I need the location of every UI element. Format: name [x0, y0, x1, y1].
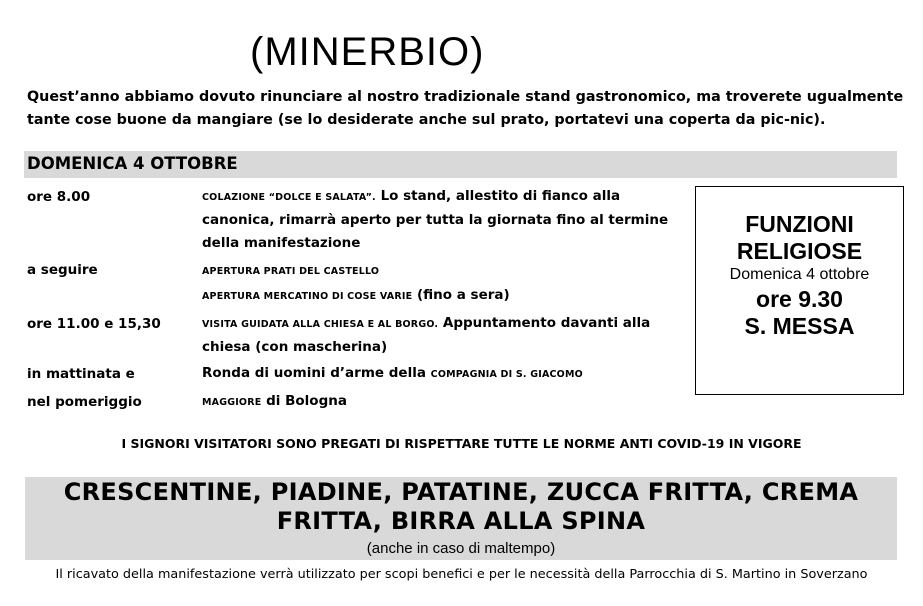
schedule-description — [202, 185, 680, 255]
covid-notice: I SIGNORI VISITATORI SONO PREGATI DI RISPETTARE TUTTE LE NORME ANTI COVID-19 IN VIGORE — [121, 436, 802, 451]
schedule-caps: MAGGIORE — [202, 397, 262, 408]
schedule-description — [202, 390, 680, 414]
schedule-time: a seguire — [27, 262, 98, 278]
food-line-1: CRESCENTINE, PIADINE, PATATINE, ZUCCA FRITTA, CREMA — [63, 478, 859, 506]
food-list — [25, 478, 897, 536]
schedule-time: nel pomeriggio — [27, 394, 142, 410]
religious-functions-box — [695, 186, 904, 395]
mass-date: Domenica 4 ottobre — [729, 266, 870, 283]
schedule-description — [202, 312, 680, 359]
schedule-text: Ronda di uomini d’arme della — [202, 365, 431, 381]
schedule-description — [202, 362, 680, 386]
mass-time: ore 9.30 — [756, 286, 843, 312]
schedule-caps: VISITA GUIDATA ALLA CHIESA E AL BORGO. — [202, 319, 439, 330]
schedule-description — [202, 259, 680, 283]
schedule-text: di Bologna — [261, 393, 347, 409]
mass-event: S. MESSA — [744, 313, 855, 339]
food-note: (anche in caso di maltempo) — [366, 540, 556, 557]
schedule-text: Appuntamento davanti alla chiesa (con mascherina) — [202, 315, 651, 355]
schedule-caps: APERTURA PRATI DEL CASTELLO — [202, 266, 380, 277]
schedule-text: (fino a sera) — [412, 287, 510, 303]
schedule-time: ore 8.00 — [27, 189, 91, 205]
day-heading-band — [24, 151, 897, 178]
schedule-time: ore 11.00 e 15,30 — [27, 316, 161, 332]
religious-heading-line1: FUNZIONI — [745, 211, 854, 237]
schedule-caps: COMPAGNIA DI S. GIACOMO — [430, 369, 583, 380]
schedule-caps: APERTURA MERCATINO DI COSE VARIE — [202, 291, 413, 302]
intro-paragraph: Quest’anno abbiamo dovuto rinunciare al nostro tradizionale stand gastronomico, ma troverete ugualmente tante cose buone da mangiare (se lo desiderate anche sul prato, portatevi una coperta da pic-nic). — [27, 89, 904, 128]
footer-note: Il ricavato della manifestazione verrà utilizzato per scopi benefici e per le necessità della Parrocchia di S. Martino in Soverzano — [55, 567, 868, 582]
schedule-caps: COLAZIONE “DOLCE E SALATA”. — [202, 192, 376, 203]
schedule-description — [202, 284, 680, 308]
religious-heading-line2: RELIGIOSE — [736, 238, 863, 264]
food-line-2: FRITTA, BIRRA ALLA SPINA — [276, 507, 646, 535]
schedule-time: in mattinata e — [27, 366, 135, 382]
event-location-title: (MINERBIO) — [250, 30, 485, 74]
schedule-text: Lo stand, allestito di fianco alla canonica, rimarrà aperto per tutta la giornata fino al termine della manifestazione — [202, 188, 669, 251]
day-heading: DOMENICA 4 OTTOBRE — [27, 154, 238, 173]
